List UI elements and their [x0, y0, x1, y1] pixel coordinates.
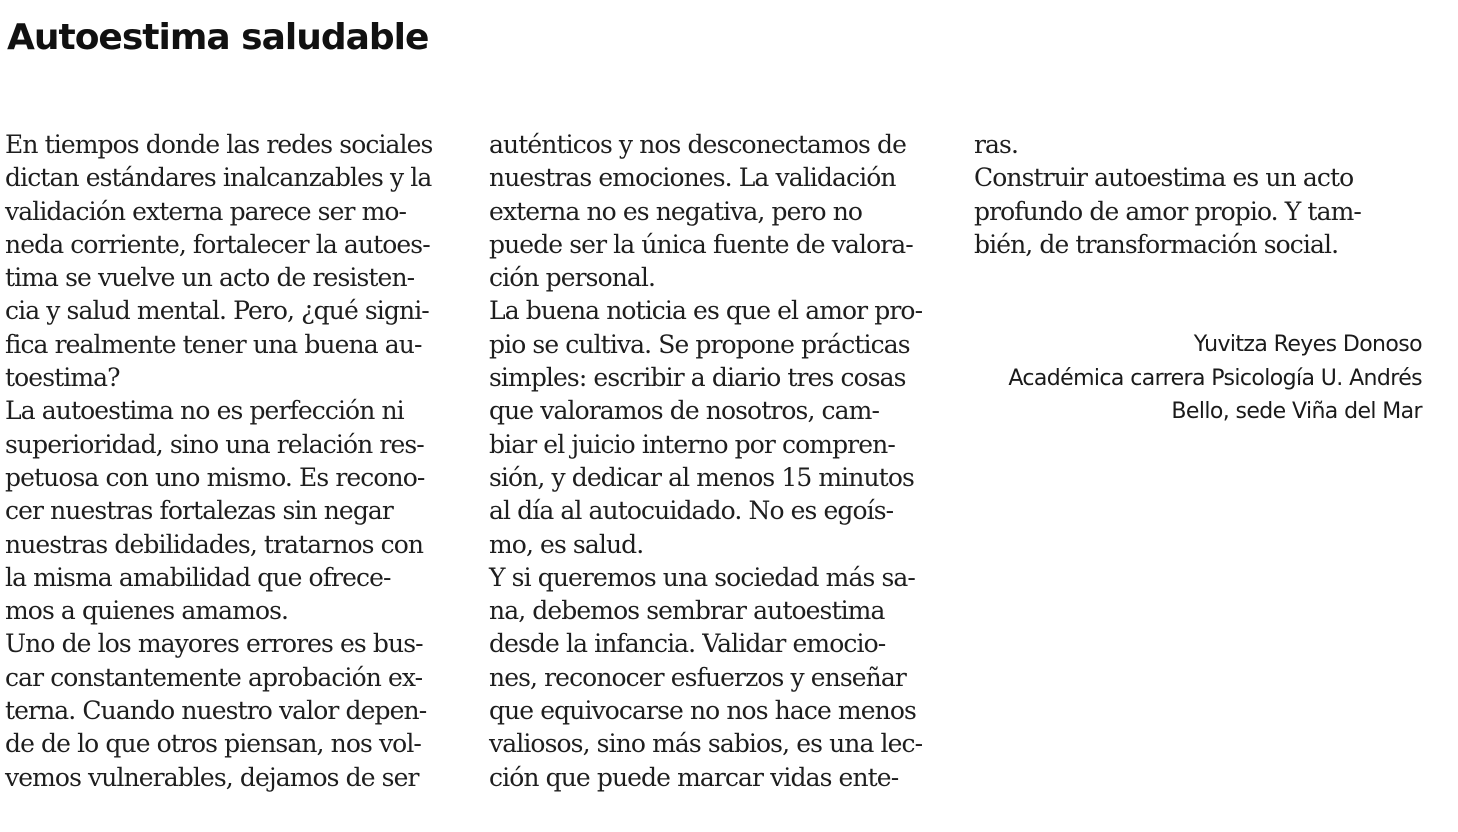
text-line: Construir autoestima es un acto [974, 163, 1354, 193]
text-line: puede ser la única fuente de valora- [489, 229, 913, 259]
article-column-3 [974, 128, 1444, 261]
text-line: ción personal. [489, 263, 656, 293]
text-line: mos a quienes amamos. [5, 596, 289, 626]
text-line: ras. [974, 130, 1019, 159]
text-line: na, debemos sembrar autoestima [489, 596, 885, 626]
text-line: nuestras emociones. La validación [489, 163, 896, 193]
text-line: de de lo que otros piensan, nos vol- [5, 729, 421, 759]
text-line: bién, de transformación social. [974, 229, 1339, 259]
text-line: La autoestima no es perfección ni [5, 396, 404, 426]
text-line: validación externa parece ser mo- [5, 196, 407, 226]
author-title: Académica carrera Psicología U. Andrés [1008, 365, 1422, 391]
text-line: que equivocarse no nos hace menos [489, 696, 916, 726]
author-signature [942, 328, 1422, 429]
text-line: biar el juicio interno por compren- [489, 429, 895, 459]
text-line: la misma amabilidad que ofrece- [5, 562, 391, 592]
author-affiliation: Bello, sede Viña del Mar [1171, 399, 1422, 424]
text-line: tima se vuelve un acto de resisten- [5, 263, 415, 293]
text-line: toestima? [5, 363, 120, 393]
text-line: sión, y dedicar al menos 15 minutos [489, 462, 914, 492]
text-line: mo, es salud. [489, 529, 644, 559]
text-line: valiosos, sino más sabios, es una lec- [489, 729, 923, 759]
text-line: pio se cultiva. Se propone prácticas [489, 329, 910, 359]
text-line: desde la infancia. Validar emocio- [489, 629, 886, 659]
text-line: auténticos y nos desconectamos de [489, 130, 906, 159]
text-line: car constantemente aprobación ex- [5, 662, 423, 692]
text-line: superioridad, sino una relación res- [5, 429, 424, 459]
text-line: simples: escribir a diario tres cosas [489, 363, 906, 393]
text-line: Uno de los mayores errores es bus- [5, 629, 423, 659]
text-line: neda corriente, fortalecer la autoes- [5, 229, 430, 259]
text-line: ción que puede marcar vidas ente- [489, 762, 899, 792]
text-line: La buena noticia es que el amor pro- [489, 296, 923, 326]
text-line: terna. Cuando nuestro valor depen- [5, 696, 427, 726]
article-headline: Autoestima saludable [7, 17, 429, 58]
text-line: Y si queremos una sociedad más sa- [489, 562, 915, 592]
text-line: nuestras debilidades, tratarnos con [5, 529, 424, 559]
text-line: cia y salud mental. Pero, ¿qué signi- [5, 296, 429, 326]
text-line: fica realmente tener una buena au- [5, 329, 422, 359]
text-line: profundo de amor propio. Y tam- [974, 196, 1361, 226]
article-column-2 [489, 128, 959, 794]
text-line: vemos vulnerables, dejamos de ser [5, 762, 419, 792]
text-line: petuosa con uno mismo. Es recono- [5, 462, 425, 492]
text-line: En tiempos donde las redes sociales [5, 130, 433, 159]
text-line: externa no es negativa, pero no [489, 196, 863, 226]
author-name: Yuvitza Reyes Donoso [1193, 332, 1422, 357]
article-column-1 [5, 128, 475, 794]
text-line: nes, reconocer esfuerzos y enseñar [489, 662, 906, 692]
text-line: que valoramos de nosotros, cam- [489, 396, 880, 426]
text-line: cer nuestras fortalezas sin negar [5, 496, 393, 526]
text-line: dictan estándares inalcanzables y la [5, 163, 432, 193]
text-line: al día al autocuidado. No es egoís- [489, 496, 894, 526]
